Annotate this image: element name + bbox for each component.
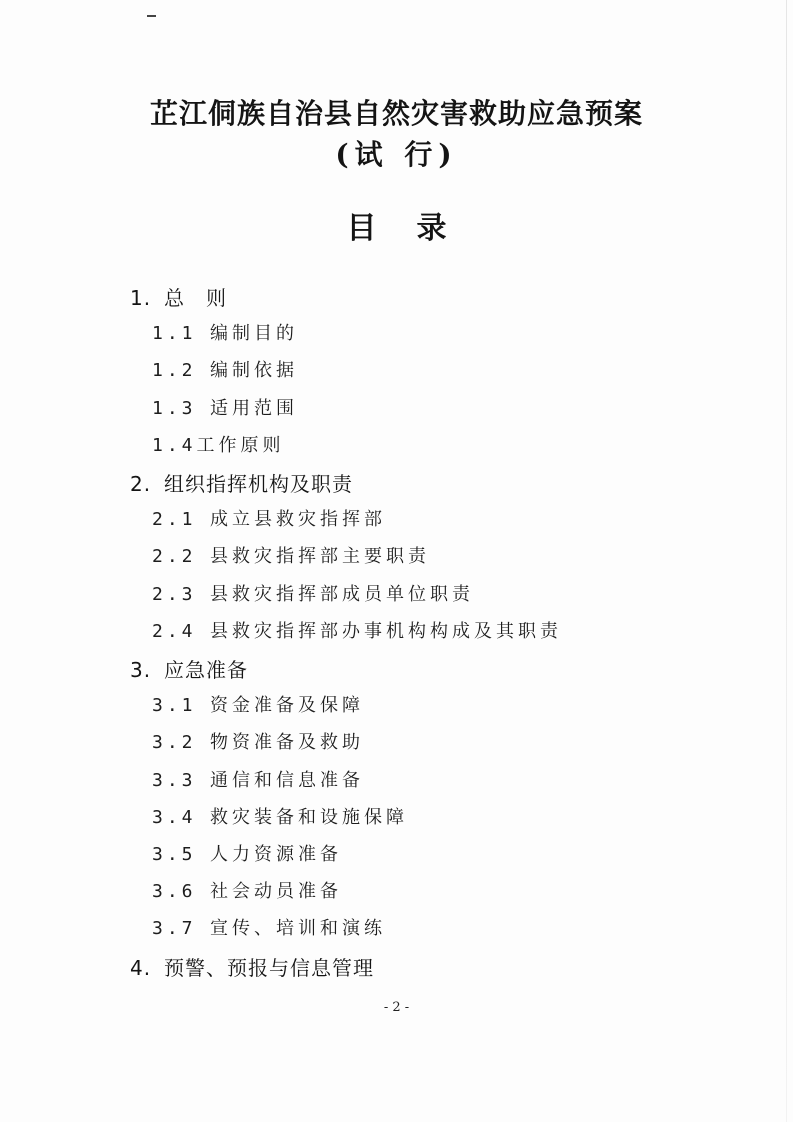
toc-section bbox=[152, 803, 408, 829]
toc-section bbox=[152, 431, 285, 457]
document-title: 芷江侗族自治县自然灾害救助应急预案 bbox=[149, 97, 643, 130]
toc-number: 3. bbox=[130, 658, 152, 682]
toc-label: 人力资源准备 bbox=[210, 844, 342, 865]
toc-number: 3.5 bbox=[152, 844, 197, 865]
toc-number: 3.3 bbox=[152, 769, 197, 791]
toc-chapter bbox=[130, 468, 353, 497]
toc-number: 3.4 bbox=[152, 806, 197, 828]
toc-heading-char: 录 bbox=[416, 211, 447, 246]
toc-number: 1. bbox=[130, 286, 152, 310]
toc-section bbox=[152, 840, 342, 866]
toc-section bbox=[152, 877, 342, 903]
toc-section bbox=[152, 617, 562, 643]
toc-label: 总 则 bbox=[164, 286, 227, 310]
toc-number: 2. bbox=[130, 472, 152, 496]
scan-mark bbox=[147, 15, 156, 17]
toc-number: 1.4 bbox=[152, 434, 197, 456]
toc-chapter bbox=[130, 952, 374, 981]
toc-label: 组织指挥机构及职责 bbox=[164, 472, 353, 496]
toc-label: 社会动员准备 bbox=[210, 881, 342, 903]
toc-section bbox=[152, 319, 298, 345]
toc-label: 宣传、培训和演练 bbox=[210, 918, 386, 940]
toc-chapter bbox=[130, 282, 227, 311]
toc-label: 县救灾指挥部主要职责 bbox=[210, 546, 430, 568]
toc-number: 4. bbox=[130, 955, 152, 980]
toc-section bbox=[152, 728, 364, 754]
toc-heading-char: 目 bbox=[346, 211, 377, 246]
toc-label: 物资准备及救助 bbox=[210, 732, 364, 754]
document-subtitle: (试 行) bbox=[335, 138, 458, 171]
toc-label: 预警、预报与信息管理 bbox=[164, 955, 374, 980]
toc-number: 1.3 bbox=[152, 397, 197, 419]
toc-section bbox=[152, 505, 386, 531]
toc-section bbox=[152, 766, 364, 792]
toc-label: 编制依据 bbox=[210, 360, 298, 382]
toc-number: 2.4 bbox=[152, 620, 197, 642]
toc-section bbox=[152, 691, 364, 717]
toc-label: 县救灾指挥部办事机构构成及其职责 bbox=[210, 620, 562, 642]
toc-number: 1.1 bbox=[152, 323, 197, 345]
toc-label: 工作原则 bbox=[196, 434, 285, 456]
toc-label: 编制目的 bbox=[210, 323, 298, 345]
toc-number: 2.1 bbox=[152, 509, 197, 531]
toc-section bbox=[152, 580, 474, 606]
toc-label: 县救灾指挥部成员单位职责 bbox=[210, 583, 474, 605]
toc-chapter bbox=[130, 654, 248, 683]
toc-label: 适用范围 bbox=[210, 397, 298, 419]
toc-number: 3.2 bbox=[152, 732, 197, 754]
toc-label: 应急准备 bbox=[164, 658, 248, 682]
toc-label: 成立县救灾指挥部 bbox=[210, 509, 386, 531]
toc-section bbox=[152, 356, 298, 382]
toc-section bbox=[152, 914, 386, 940]
toc-number: 3.6 bbox=[152, 881, 197, 903]
toc-section bbox=[152, 394, 298, 420]
toc-heading bbox=[0, 203, 793, 247]
toc-section bbox=[152, 542, 430, 568]
toc-number: 2.3 bbox=[152, 583, 197, 605]
toc-label: 救灾装备和设施保障 bbox=[210, 806, 408, 828]
toc-label: 资金准备及保障 bbox=[210, 695, 364, 717]
toc-number: 3.1 bbox=[152, 695, 197, 717]
page-number: - 2 - bbox=[383, 1000, 410, 1015]
toc-number: 2.2 bbox=[152, 546, 197, 568]
toc-label: 通信和信息准备 bbox=[210, 769, 364, 791]
toc-number: 3.7 bbox=[152, 918, 197, 940]
toc-number: 1.2 bbox=[152, 360, 197, 382]
